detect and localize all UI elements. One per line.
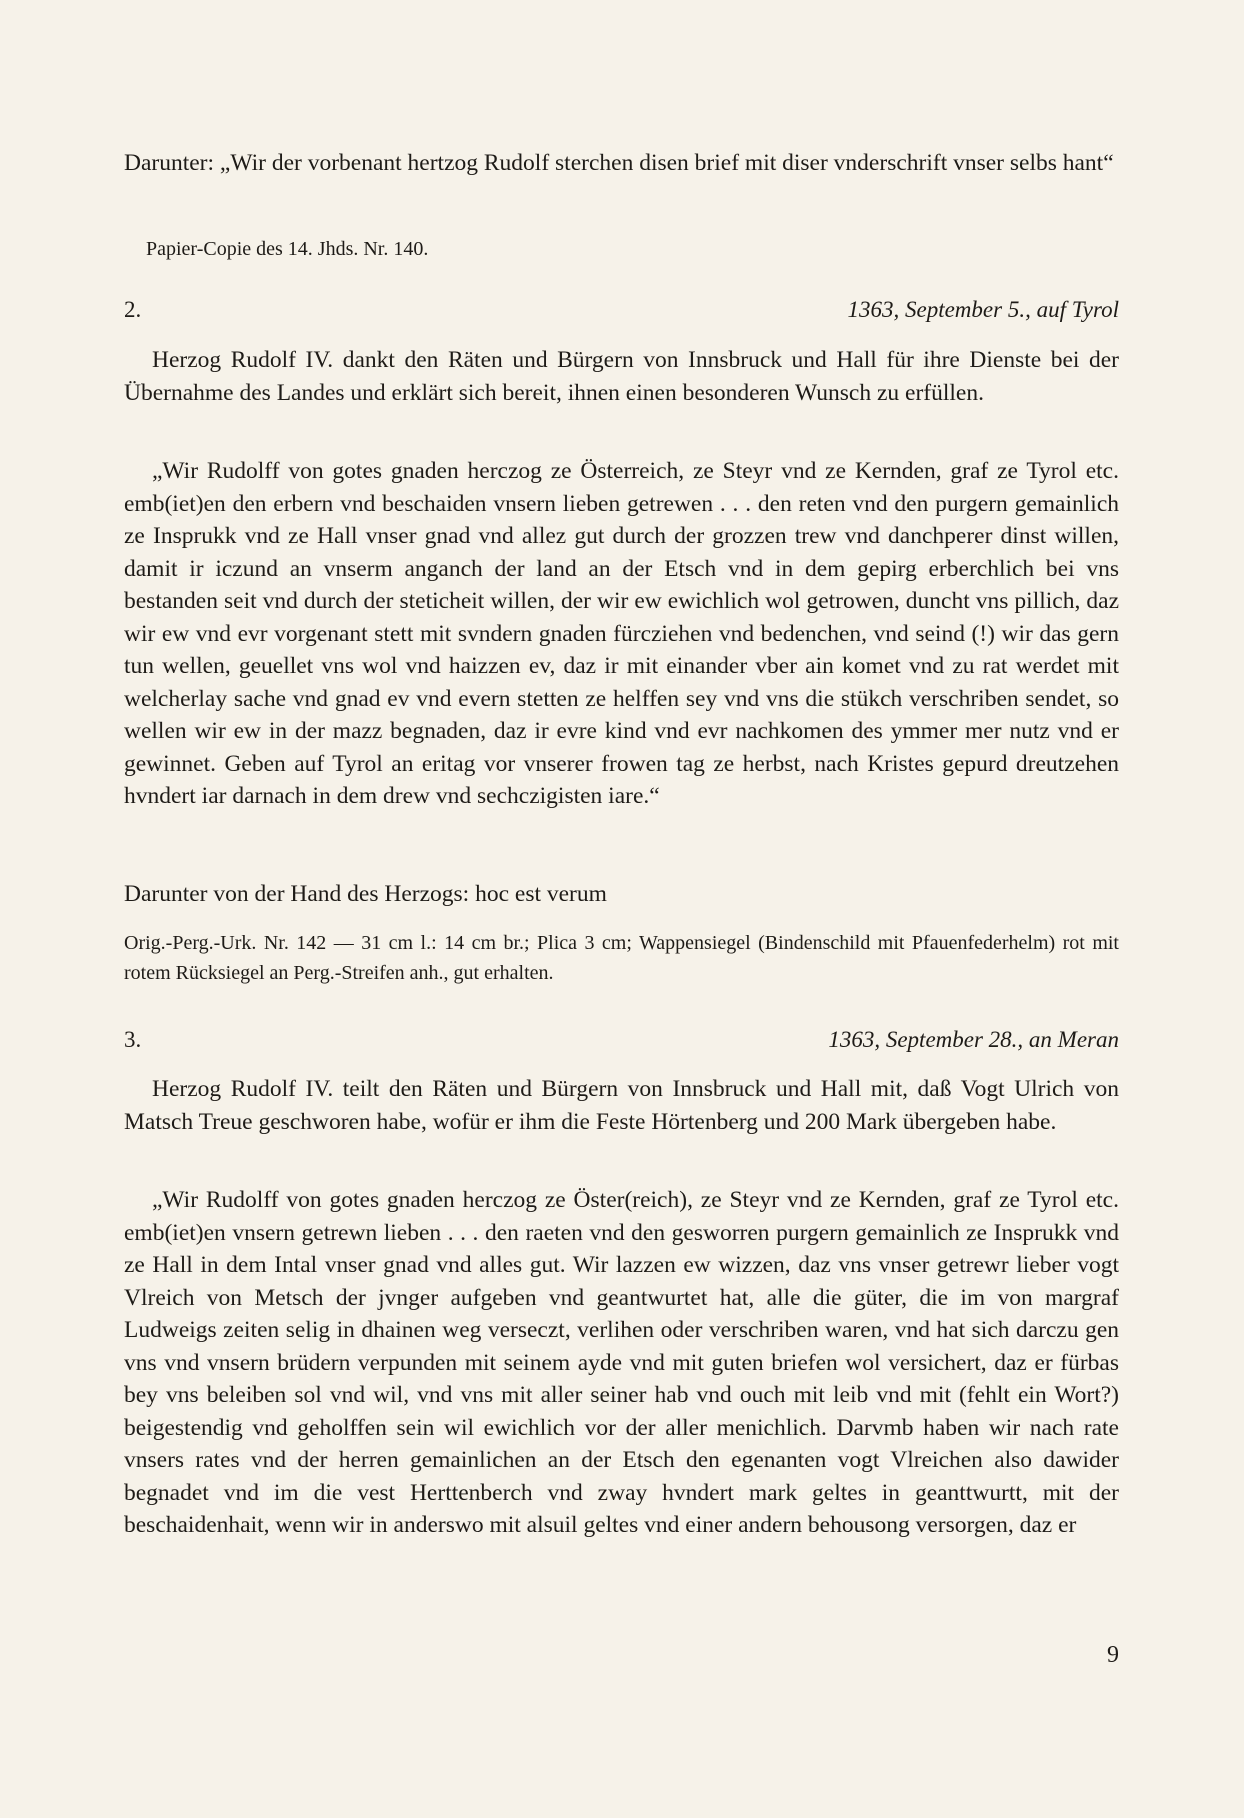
document-2-source: Orig.-Perg.-Urk. Nr. 142 — 31 cm l.: 14 cm br.; Plica 3 cm; Wappensiegel (Bindenschild mit Pfauenfederhelm) rot mit rotem Rücksiegel an Perg.-Streifen anh., gut erhalten.: [124, 932, 1119, 984]
document-2-number: 2.: [124, 297, 142, 322]
document-2-text: „Wir Rudolff von gotes gnaden herczog ze Österreich, ze Steyr vnd ze Kernden, graf ze Tyrol etc. emb(iet)en den erbern vnd beschaiden vnsern lieben getrewen . . . den reten vnd den purgern gemainlich ze Insprukk vnd ze Hall vnser gnad vnd allez gut durch der grozzen trew vnd danchperer dinst willen, damit ir iczund an vnserm anganch der land an der Etsch vnd in dem gepirg erberchlich bei vns bestanden seit vnd durch der steticheit willen, der wir ew ewichlich wol getrowen, duncht vns pillich, daz wir ew vnd evr vorgenant stett mit svndern gnaden fürcziehen vnd bedenchen, vnd seind (!) wir das gern tun wellen, geuellet vns wol vnd haizzen ev, daz ir mit einander vber ain komet vnd zu rat werdet mit welcherlay sache vnd gnad ev vnd evern stetten ze helffen sey vnd vns die stükch verschriben sendet, so wellen wir ew in der mazz begnaden, daz ir evre kind vnd evr nachkomen des ymmer mer nutz vnd er gewinnet. Geben auf Tyrol an eritag vor vnserer frowen tag ze herbst, nach Kristes gepurd dreutzehen hvndert iar darnach in dem drew vnd sechczigisten iare.“: [124, 458, 1119, 809]
document-2-summary: Herzog Rudolf IV. dankt den Räten und Bürgern von Innsbruck und Hall für ihre Dienste bei der Übernahme des Landes und erklärt sich bereit, ihnen einen besonderen Wunsch zu erfüllen.: [124, 347, 1119, 406]
document-3-date: 1363, September 28., an Meran: [828, 1027, 1119, 1052]
document-3-text: „Wir Rudolff von gotes gnaden herczog ze Öster(reich), ze Steyr vnd ze Kernden, graf ze Tyrol etc. emb(iet)en vnsern getrewn lieben . . . den raeten vnd den gesworren purgern gemainlich ze Insprukk vnd ze Hall in dem Intal vnser gnad vnd alles gut. Wir lazzen ew wizzen, daz vns vnser getrewr lieber vogt Vlreich von Metsch der jvnger aufgeben vnd geantwurtet hat, alle die güter, die im von margraf Ludweigs zeiten selig in dhainen weg verseczt, verlihen oder verschriben waren, vnd hat sich darczu gen vns vnd vnsern brüdern verpunden mit seinem ayde vnd mit guten briefen wol versichert, daz er fürbas bey vns beleiben sol vnd wil, vnd vns mit aller seiner hab vnd ouch mit leib vnd mit (fehlt ein Wort?) beigestendig vnd geholffen sein wil ewichlich vor der aller menichlich. Darvmb haben wir nach rate vnsers rates vnd der herren gemainlichen an der Etsch den egenanten vogt Vlreichen also dawider begnadet vnd im die vest Herttenberch vnd zway hvndert mark geltes in geanttwurtt, mit der beschaidenhait, wenn wir in anderswo mit alsuil geltes vnd einer andern behousong versorgen, daz er: [124, 1187, 1119, 1538]
document-3-number: 3.: [124, 1027, 142, 1052]
document-2-heading: [124, 294, 1119, 326]
document-3-heading: [124, 1024, 1119, 1056]
intro-source: Papier-Copie des 14. Jhds. Nr. 140.: [146, 238, 429, 260]
document-2-date: 1363, September 5., auf Tyrol: [847, 297, 1119, 322]
document-3-summary: Herzog Rudolf IV. teilt den Räten und Bürgern von Innsbruck und Hall mit, daß Vogt Ulrich von Matsch Treue geschworen habe, wofür er ihm die Feste Hörtenberg und 200 Mark übergeben habe.: [124, 1076, 1119, 1135]
document-page: [124, 0, 1119, 1818]
intro-darunter: Darunter: „Wir der vorbenant hertzog Rudolf sterchen disen brief mit diser vnderschrift vnser selbs hant“: [124, 150, 1114, 176]
document-2-note: Darunter von der Hand des Herzogs: hoc est verum: [124, 881, 607, 907]
page-number: 9: [1107, 1642, 1119, 1668]
